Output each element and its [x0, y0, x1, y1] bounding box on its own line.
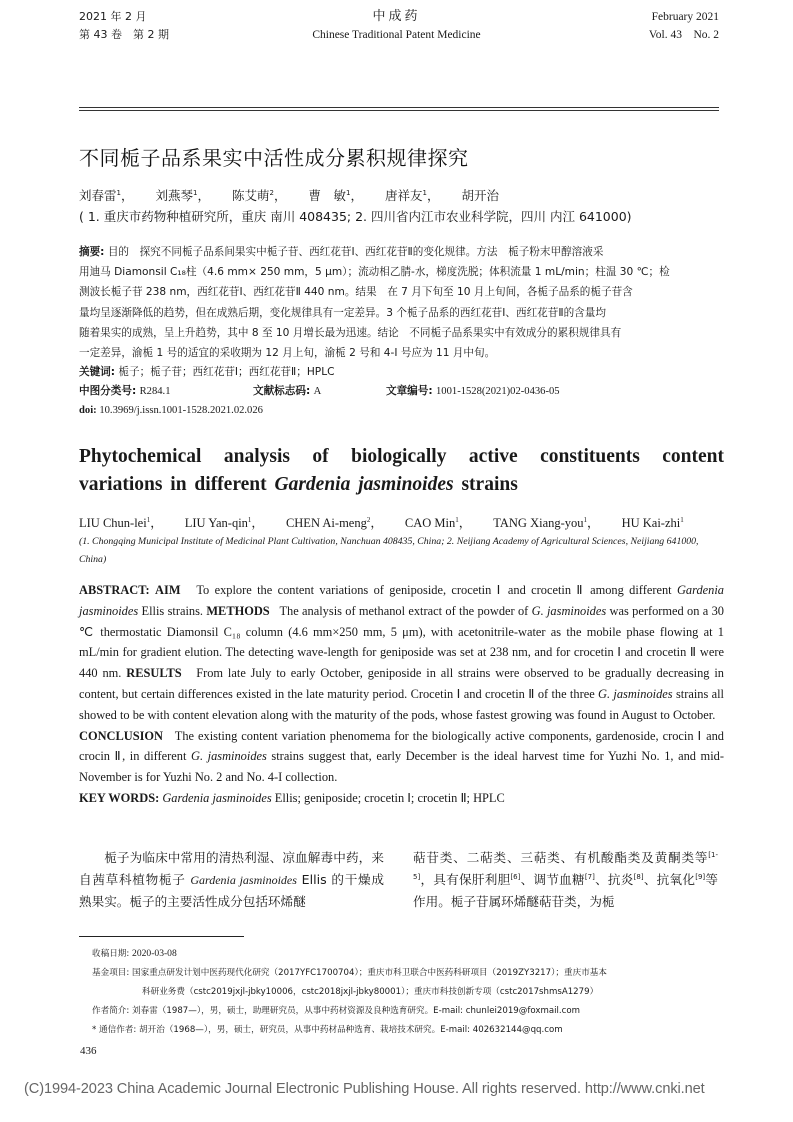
affiliation-en: (1. Chongqing Municipal Institute of Medicinal Plant Cultivation, Nanchuan 408435, China; 2. Neijiang Academy of Agricultural Sciences, Neijiang 641000, China)	[79, 536, 699, 565]
volume-issue-cn: 第 43 卷 第 2 期	[79, 28, 169, 41]
abstract-line: 目的 探究不同栀子品系间果实中栀子苷、西红花苷Ⅰ、西红花苷Ⅱ的变化规律。方法 栀子粉末甲醇溶液采	[107, 246, 604, 258]
conclusion-text: The existing content variation phenomema for the biologically active components, gardenoside, crocin Ⅰ and crocin Ⅱ, in different	[79, 728, 724, 764]
keywords-cn: 栀子；栀子苷；西红花苷Ⅰ；西红花苷Ⅱ；HPLC	[118, 366, 335, 378]
body-text: ，具有保肝利胆	[420, 872, 511, 887]
citation-link[interactable]: [1-5]	[413, 850, 718, 881]
aim-text-end: Ellis strains.	[141, 603, 204, 618]
footnotes	[92, 944, 722, 1040]
running-header-right	[649, 8, 719, 44]
body-text: 、抗炎	[594, 872, 634, 887]
keywords-label-en: KEY WORDS:	[79, 790, 160, 805]
title-en-part: Phytochemical analysis of biologically active constituents content variations in different	[79, 446, 724, 495]
abstract-line: 一定差异，渝栀 1 号的适宜的采收期为 12 月上旬，渝栀 2 号和 4-I 号应为 11 月中旬。	[79, 347, 496, 360]
abstract-label-en: ABSTRACT:	[79, 583, 150, 597]
methods-label: METHODS	[206, 603, 270, 618]
affiliation-marker: 2	[269, 188, 274, 197]
body-text: 、调节血糖	[520, 872, 585, 887]
abstract-line: 量均呈逐渐降低的趋势，但在成熟后期，变化规律具有一定差异。3 个栀子品系的西红花苷Ⅰ、西红花苷Ⅱ的含量均	[79, 306, 606, 319]
results-text-2: strains all showed to be with content elevation along with the maturity of the pods, whose fastest growing was found in August to October.	[79, 686, 724, 722]
affiliation-cn: ( 1. 重庆市药物种植研究所，重庆 南川 408435; 2. 四川省内江市农业科学院，四川 内江 641000)	[79, 209, 632, 224]
author-name: 陈艾萌$^2$，	[232, 188, 287, 203]
funding-row-2	[92, 983, 722, 1002]
keywords-label-cn: 关键词:	[79, 366, 116, 378]
classification-row	[79, 382, 719, 401]
volume-issue-en: Vol. 43 No. 2	[648, 29, 719, 41]
methods-text: The analysis of methanol extract of the powder of	[279, 603, 529, 618]
conclusion-label: CONCLUSION	[79, 728, 163, 743]
funding-row	[92, 964, 722, 983]
body-column-left	[79, 847, 384, 913]
abstract-line: 测波长栀子苷 238 nm，西红花苷Ⅰ、西红花苷Ⅱ 440 nm。结果 在 7 月下旬至 10 月上旬间，各栀子品系的栀子苷含	[79, 286, 633, 299]
page-number: 436	[80, 1045, 97, 1057]
methods-text-2: was performed on a 30 ℃ thermostatic Diamonsil C₁₈ column (4.6 mm×250 mm, 5 μm), with acetonitrile-water as the mobile phase flowing at 1 mL/min for gradient elution. The detecting wave-length for geniposide was set at 238 nm, and for crocetin Ⅰ and crocetin Ⅱ were 440 nm.	[79, 603, 724, 681]
author-name: CAO Min$^1$，	[404, 515, 472, 530]
methods-species: G. jasminoides	[531, 603, 607, 618]
author-list-en	[79, 513, 706, 531]
corresponding-text: 胡开治（1968—），男，硕士，研究员，从事中药材品种选育、栽培技术研究。E-mail: 402632144@qq.com	[139, 1025, 563, 1035]
author-bio-text: 刘春雷（1987—），男，硕士，助理研究员，从事中药材资源及良种选育研究。E-mail: chunlei2019@foxmail.com	[132, 1006, 580, 1016]
author-name: 唐祥友$^1$，	[385, 188, 440, 203]
footnote-rule	[79, 936, 244, 937]
author-name: 曹 敏$^1$，	[308, 188, 363, 203]
title-en-species: Gardenia jasminoides	[274, 474, 454, 495]
author-name: 刘燕琴$^1$，	[155, 188, 210, 203]
funding-text: 国家重点研发计划中医药现代化研究（2017YFC1700704）；重庆市科卫联合中医药科研项目（2019ZY3217）；重庆市基本	[132, 968, 607, 978]
abstract-en	[79, 580, 724, 809]
header-rule-thick	[79, 107, 719, 108]
corresponding-author-row	[92, 1021, 722, 1040]
author-name: 胡开治	[461, 188, 500, 203]
author-list-cn	[79, 186, 521, 204]
body-text: 萜苷类、二萜类、三萜类、有机酸酯类及黄酮类等	[413, 850, 709, 865]
body-species: Gardenia jasminoides	[190, 873, 297, 887]
header-rule-thin	[79, 110, 719, 111]
affiliation-marker: 1	[583, 515, 588, 524]
clc-number: R284.1	[139, 386, 171, 397]
author-name: LIU Chun-lei$^1$，	[79, 515, 163, 530]
body-text: Ellis 的干燥成熟果实。栀子的主要活性成分包括环烯醚	[79, 872, 384, 909]
article-number: 1001-1528(2021)02-0436-05	[436, 386, 560, 397]
doc-code: A	[313, 386, 322, 397]
doi-label: doi:	[79, 405, 97, 416]
funding-text: 科研业务费（cstc2019jxjl-jbky10006，cstc2018jxjl-jbky80001）；重庆市科技创新专项（cstc2017shmsA1279）	[142, 987, 599, 997]
results-label: RESULTS	[126, 666, 182, 681]
keywords-row-cn	[79, 363, 719, 382]
journal-name-cn: 中成药	[372, 9, 421, 24]
aim-label: AIM	[155, 583, 181, 597]
doc-code-label: 文献标志码:	[253, 385, 311, 397]
citation-link[interactable]: [9]	[695, 872, 706, 881]
author-name: HU Kai-zhi$^1$	[621, 515, 684, 530]
body-text: 栀子为临床中常用的清热利湿、凉血解毒中药，来自茜草科植物栀子	[79, 850, 384, 887]
keywords-en: Ellis; geniposide; crocetin Ⅰ; crocetin Ⅱ; HPLC	[274, 790, 505, 805]
citation-link[interactable]: [6]	[510, 872, 521, 881]
received-label: 收稿日期:	[92, 949, 130, 959]
issue-date-cn: 2021 年 2 月	[79, 10, 147, 23]
received-date-row	[92, 944, 722, 964]
affiliation-marker: 1	[146, 515, 151, 524]
aim-species: Gardenia jasminoides	[79, 583, 724, 618]
citation-link[interactable]: [7]	[584, 872, 595, 881]
author-name: LIU Yan-qin$^1$，	[184, 515, 264, 530]
results-text: From late July to early October, geniposide in all strains were observed to be gradually decreasing in content, but certain differences existed in the late maturity period. Crocetin Ⅰ and crocetin Ⅱ of the three	[79, 666, 724, 701]
affiliation-marker: 1	[455, 515, 459, 524]
doi-row	[79, 401, 719, 420]
doi-link[interactable]: 10.3969/j.issn.1001-1528.2021.02.026	[99, 405, 263, 416]
affiliation-marker: 1	[193, 188, 198, 197]
abstract-line: 用迪马 Diamonsil C₁₈柱（4.6 mm× 250 mm，5 μm）；流动相乙腈-水，梯度洗脱；体积流量 1 mL/min；柱温 30 ℃；检	[79, 266, 670, 279]
author-name: TANG Xiang-you$^1$，	[493, 515, 600, 530]
body-text: 等作用。栀子苷属环烯醚萜苷类，为栀	[413, 872, 719, 909]
received-date: 2020-03-08	[132, 948, 177, 959]
citation-link[interactable]: [8]	[633, 872, 644, 881]
author-bio-label: 作者简介:	[92, 1006, 130, 1016]
affiliation-marker: 1	[247, 515, 252, 524]
body-text: 、抗氧化	[643, 872, 696, 887]
aim-text: To explore the content variations of geniposide, crocetin Ⅰ and crocetin Ⅱ among different	[196, 583, 672, 597]
affiliation-marker: 1	[680, 515, 684, 524]
conclusion-species: G. jasminoides	[191, 749, 267, 764]
conclusion-text-2: strains suggest that, early December is the ideal harvest time for Yuzhi No. 1, and mid-November is for Yuzhi No. 2 and No. 4-I collection.	[79, 749, 724, 785]
body-column-right	[413, 847, 718, 913]
affiliation-marker: 1	[346, 188, 351, 197]
issue-date-en: February 2021	[651, 11, 719, 23]
corresponding-label: * 通信作者:	[92, 1025, 137, 1035]
affiliation-marker: 1	[422, 188, 427, 197]
abstract-line: 随着果实的成熟，呈上升趋势，其中 8 至 10 月增长最为迅速。结论 不同栀子品系果实中有效成分的累积规律具有	[79, 326, 622, 339]
results-species: G. jasminoides	[598, 686, 673, 701]
clc-label: 中图分类号:	[79, 385, 137, 397]
affiliation-marker: 1	[116, 188, 121, 197]
author-bio-row	[92, 1002, 722, 1021]
paper-title-cn: 不同栀子品系果实中活性成分累积规律探究	[79, 146, 469, 170]
article-no-label: 文章编号:	[386, 385, 433, 397]
metadata-cn	[79, 363, 719, 420]
funding-label: 基金项目:	[92, 968, 130, 978]
author-name: 刘春雷$^1$，	[79, 188, 134, 203]
abstract-cn	[79, 242, 719, 363]
abstract-label-cn: 摘要:	[79, 246, 105, 258]
author-name: CHEN Ai-meng$^2$，	[285, 515, 383, 530]
keywords-species: Gardenia jasminoides	[162, 790, 272, 805]
copyright-notice: (C)1994-2023 China Academic Journal Electronic Publishing House. All rights reserved. http://www.cnki.net	[24, 1081, 705, 1097]
title-en-part: strains	[453, 474, 518, 495]
journal-name-en: Chinese Traditional Patent Medicine	[312, 29, 481, 41]
affiliation-marker: 2	[366, 515, 371, 524]
paper-title-en	[79, 443, 724, 499]
